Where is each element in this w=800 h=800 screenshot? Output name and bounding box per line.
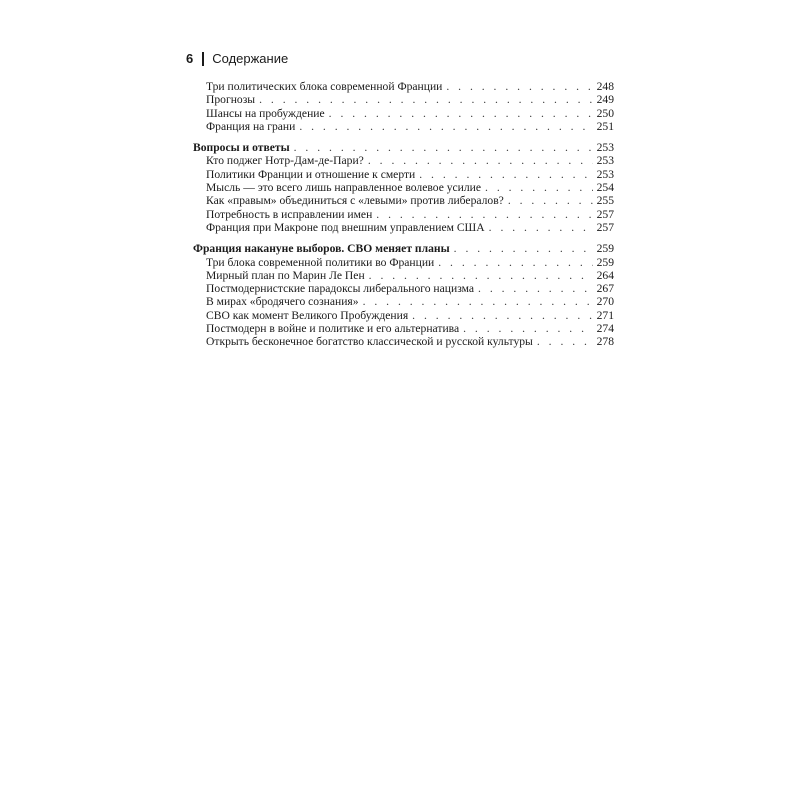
dot-leader: [294, 141, 593, 154]
toc-entry-title: Мирный план по Марин Ле Пен: [206, 268, 365, 282]
dot-leader: [299, 120, 593, 133]
toc-entry-title: Политики Франции и отношение к смерти: [206, 167, 416, 181]
dot-leader: [369, 269, 593, 282]
toc-entry-title: Три блока современной политики во Франции: [206, 255, 435, 269]
toc-entry: [193, 80, 614, 93]
dot-leader: [489, 221, 593, 234]
toc-chapter-page: 253: [596, 141, 614, 155]
toc-entry: [193, 322, 614, 335]
running-title: Содержание: [212, 51, 289, 66]
toc-entry: [193, 154, 614, 167]
toc-entry-page: 257: [596, 207, 614, 221]
toc-entry-title: В мирах «бродячего сознания»: [206, 295, 359, 309]
toc-entry-page: 248: [596, 80, 614, 93]
toc-entry: [193, 181, 614, 194]
dot-leader: [446, 80, 593, 93]
toc-entry-title: Потребность в исправлении имен: [206, 207, 373, 221]
toc-entry-title: Франция при Макроне под внешним управлением США: [206, 220, 485, 234]
toc-entry-title: Постмодернистские парадоксы либерального нацизма: [206, 282, 475, 296]
toc-entry-page: 255: [596, 194, 614, 208]
toc-entry-page: 274: [596, 322, 614, 336]
toc-entry-page: 250: [596, 106, 614, 120]
toc-chapter-heading: [193, 141, 614, 154]
toc-entry: [193, 194, 614, 207]
dot-leader: [478, 282, 593, 295]
toc-chapter-heading: [193, 242, 614, 255]
toc-entry-title: Шансы на пробуждение: [206, 106, 325, 120]
toc-entry: [193, 120, 614, 133]
toc-entry-title: Три политических блока современной Франции: [206, 80, 443, 93]
toc-entry-page: 278: [596, 335, 614, 349]
toc-entry-page: 270: [596, 295, 614, 309]
toc-entry-title: Постмодерн в войне и политике и его альтернатива: [206, 322, 460, 336]
dot-leader: [259, 93, 593, 106]
dot-leader: [419, 168, 593, 181]
dot-leader: [454, 242, 593, 255]
toc-entry: [193, 309, 614, 322]
toc-entry-title: Прогнозы: [206, 93, 256, 107]
toc-entry: [193, 295, 614, 308]
page-number: 6: [186, 51, 194, 66]
toc-entry-page: 259: [596, 255, 614, 269]
running-head: [186, 51, 288, 67]
toc-entry: [193, 282, 614, 295]
toc-section: [193, 242, 614, 348]
toc-entry-page: 264: [596, 268, 614, 282]
toc-entry-page: 254: [596, 181, 614, 195]
toc-entry-page: 271: [596, 308, 614, 322]
table-of-contents: [193, 80, 614, 357]
toc-chapter-title: Франция накануне выборов. СВО меняет планы: [193, 242, 450, 256]
toc-entry: [193, 93, 614, 106]
toc-entry-page: 251: [596, 119, 614, 133]
dot-leader: [376, 208, 593, 221]
toc-entry-title: Франция на грани: [206, 119, 296, 133]
toc-entry-title: Мысль — это всего лишь направленное волевое усилие: [206, 181, 482, 195]
toc-entry: [193, 256, 614, 269]
toc-entry-title: Открыть бесконечное богатство классической и русской культуры: [206, 335, 533, 349]
toc-entry-page: 253: [596, 154, 614, 168]
dot-leader: [368, 154, 593, 167]
dot-leader: [412, 309, 593, 322]
toc-chapter-title: Вопросы и ответы: [193, 141, 290, 155]
toc-entry-title: Как «правым» объединиться с «левыми» против либералов?: [206, 194, 504, 208]
toc-section: [193, 141, 614, 234]
toc-chapter-page: 259: [596, 242, 614, 256]
dot-leader: [363, 295, 593, 308]
dot-leader: [485, 181, 593, 194]
dot-leader: [329, 107, 593, 120]
toc-entry: [193, 221, 614, 234]
header-divider: [202, 52, 204, 66]
toc-entry: [193, 208, 614, 221]
toc-entry-title: СВО как момент Великого Пробуждения: [206, 308, 409, 322]
toc-entry-page: 267: [596, 282, 614, 296]
toc-entry: [193, 335, 614, 348]
toc-entry: [193, 168, 614, 181]
toc-entry: [193, 107, 614, 120]
toc-entry-page: 257: [596, 220, 614, 234]
toc-entry-page: 249: [596, 93, 614, 107]
dot-leader: [438, 256, 593, 269]
toc-entry-title: Кто поджег Нотр-Дам-де-Пари?: [206, 154, 364, 168]
toc-entry: [193, 269, 614, 282]
toc-section: [193, 80, 614, 133]
dot-leader: [537, 335, 593, 348]
toc-entry-page: 253: [596, 167, 614, 181]
dot-leader: [463, 322, 593, 335]
dot-leader: [508, 194, 593, 207]
